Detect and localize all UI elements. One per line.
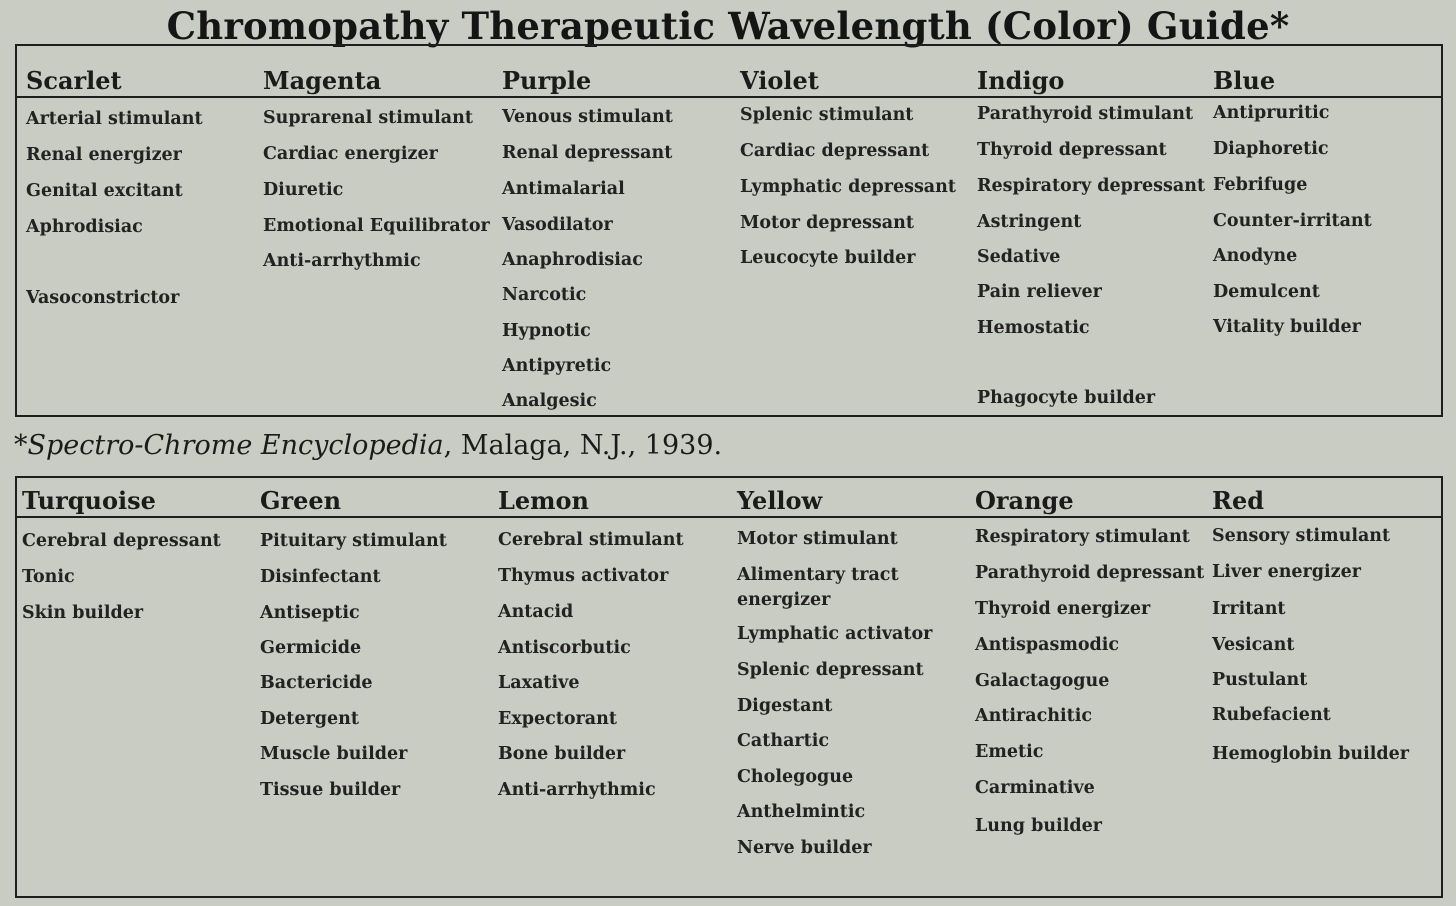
list-item: Thymus activator: [498, 566, 669, 586]
column-header: Lemon: [498, 486, 589, 515]
source-caption: [14, 430, 722, 461]
column-header: Scarlet: [26, 66, 122, 95]
list-item: Parathyroid stimulant: [977, 104, 1194, 124]
list-item: Antiseptic: [260, 603, 360, 623]
list-item: Renal energizer: [26, 145, 182, 165]
list-item: Tonic: [22, 567, 75, 587]
list-item: Rubefacient: [1212, 705, 1331, 725]
list-item: Tissue builder: [260, 780, 401, 800]
list-item: Cerebral stimulant: [498, 530, 684, 550]
list-item: Vitality builder: [1213, 317, 1361, 337]
list-item: Antirachitic: [975, 706, 1093, 726]
list-item: Thyroid depressant: [977, 140, 1167, 160]
list-item: Sedative: [977, 247, 1061, 267]
list-item: Irritant: [1212, 599, 1286, 619]
list-item: Emetic: [975, 742, 1044, 762]
list-item: Phagocyte builder: [977, 388, 1156, 408]
list-item: Hypnotic: [502, 321, 591, 341]
list-item: Venous stimulant: [502, 107, 673, 127]
column-header: Red: [1212, 486, 1264, 515]
source-title: *Spectro-Chrome Encyclopedia: [14, 430, 444, 461]
list-item: Digestant: [737, 696, 833, 716]
list-item: Astringent: [977, 212, 1082, 232]
list-item: Lung builder: [975, 816, 1102, 836]
list-item: Lymphatic depressant: [740, 177, 956, 197]
list-item: Motor depressant: [740, 213, 914, 233]
list-item: Cathartic: [737, 731, 830, 751]
list-item: Sensory stimulant: [1212, 526, 1391, 546]
column-header: Blue: [1213, 66, 1276, 95]
list-item: Laxative: [498, 673, 580, 693]
column-header: Purple: [502, 66, 592, 95]
list-item: Diuretic: [263, 180, 344, 200]
list-item: Splenic depressant: [737, 660, 924, 680]
header-rule: [17, 516, 1441, 518]
list-item: Antipyretic: [502, 356, 612, 376]
list-item: Demulcent: [1213, 282, 1320, 302]
list-item: Cardiac depressant: [740, 141, 930, 161]
list-item: Skin builder: [22, 603, 144, 623]
list-item: Detergent: [260, 709, 359, 729]
list-item: Liver energizer: [1212, 562, 1361, 582]
list-item: Disinfectant: [260, 567, 381, 587]
list-item: Parathyroid depressant: [975, 563, 1205, 583]
column-header: Yellow: [737, 486, 823, 515]
list-item: Cholegogue: [737, 767, 854, 787]
header-rule: [17, 96, 1441, 98]
color-table-2: [15, 476, 1443, 898]
list-item: Anaphrodisiac: [502, 250, 643, 270]
list-item: Arterial stimulant: [26, 109, 203, 129]
list-item: Antipruritic: [1213, 103, 1330, 123]
list-item: Renal depressant: [502, 143, 673, 163]
list-item: Anti-arrhythmic: [498, 780, 656, 800]
list-item: Vasodilator: [502, 215, 613, 235]
list-item: Hemoglobin builder: [1212, 744, 1409, 764]
list-item: Respiratory depressant: [977, 176, 1206, 196]
list-item: Aphrodisiac: [26, 217, 143, 237]
column-header: Violet: [740, 66, 819, 95]
list-item: Bone builder: [498, 744, 626, 764]
list-item: Alimentary tract: [737, 565, 899, 585]
list-item: Anti-arrhythmic: [263, 251, 421, 271]
list-item: Splenic stimulant: [740, 105, 914, 125]
list-item: Carminative: [975, 778, 1095, 798]
column-header: Orange: [975, 486, 1074, 515]
list-item: Nerve builder: [737, 838, 872, 858]
list-item: energizer: [737, 590, 831, 610]
page-title: Chromopathy Therapeutic Wavelength (Color) Guide*: [166, 4, 1290, 48]
list-item: Cerebral depressant: [22, 531, 221, 551]
color-table-1: [15, 44, 1443, 417]
list-item: Respiratory stimulant: [975, 527, 1190, 547]
list-item: Diaphoretic: [1213, 139, 1329, 159]
list-item: Vesicant: [1212, 635, 1295, 655]
source-details: , Malaga, N.J., 1939.: [443, 430, 723, 461]
list-item: Emotional Equilibrator: [263, 216, 490, 236]
column-header: Turquoise: [22, 486, 156, 515]
list-item: Germicide: [260, 638, 362, 658]
list-item: Suprarenal stimulant: [263, 108, 473, 128]
list-item: Leucocyte builder: [740, 248, 916, 268]
list-item: Febrifuge: [1213, 175, 1308, 195]
list-item: Hemostatic: [977, 318, 1090, 338]
list-item: Analgesic: [502, 391, 597, 411]
list-item: Narcotic: [502, 285, 587, 305]
list-item: Expectorant: [498, 709, 617, 729]
list-item: Bactericide: [260, 673, 373, 693]
list-item: Pain reliever: [977, 282, 1102, 302]
list-item: Anodyne: [1213, 246, 1298, 266]
list-item: Pituitary stimulant: [260, 531, 447, 551]
list-item: Motor stimulant: [737, 529, 898, 549]
list-item: Lymphatic activator: [737, 624, 933, 644]
list-item: Galactagogue: [975, 671, 1110, 691]
list-item: Antacid: [498, 602, 574, 622]
list-item: Antimalarial: [502, 179, 625, 199]
list-item: Cardiac energizer: [263, 144, 438, 164]
list-item: Thyroid energizer: [975, 599, 1151, 619]
list-item: Counter-irritant: [1213, 211, 1372, 231]
list-item: Antispasmodic: [975, 635, 1120, 655]
list-item: Muscle builder: [260, 744, 408, 764]
list-item: Vasoconstrictor: [26, 288, 180, 308]
list-item: Pustulant: [1212, 670, 1308, 690]
column-header: Green: [260, 486, 342, 515]
column-header: Magenta: [263, 66, 382, 95]
column-header: Indigo: [977, 66, 1065, 95]
list-item: Anthelmintic: [737, 802, 866, 822]
list-item: Antiscorbutic: [498, 638, 631, 658]
list-item: Genital excitant: [26, 181, 183, 201]
